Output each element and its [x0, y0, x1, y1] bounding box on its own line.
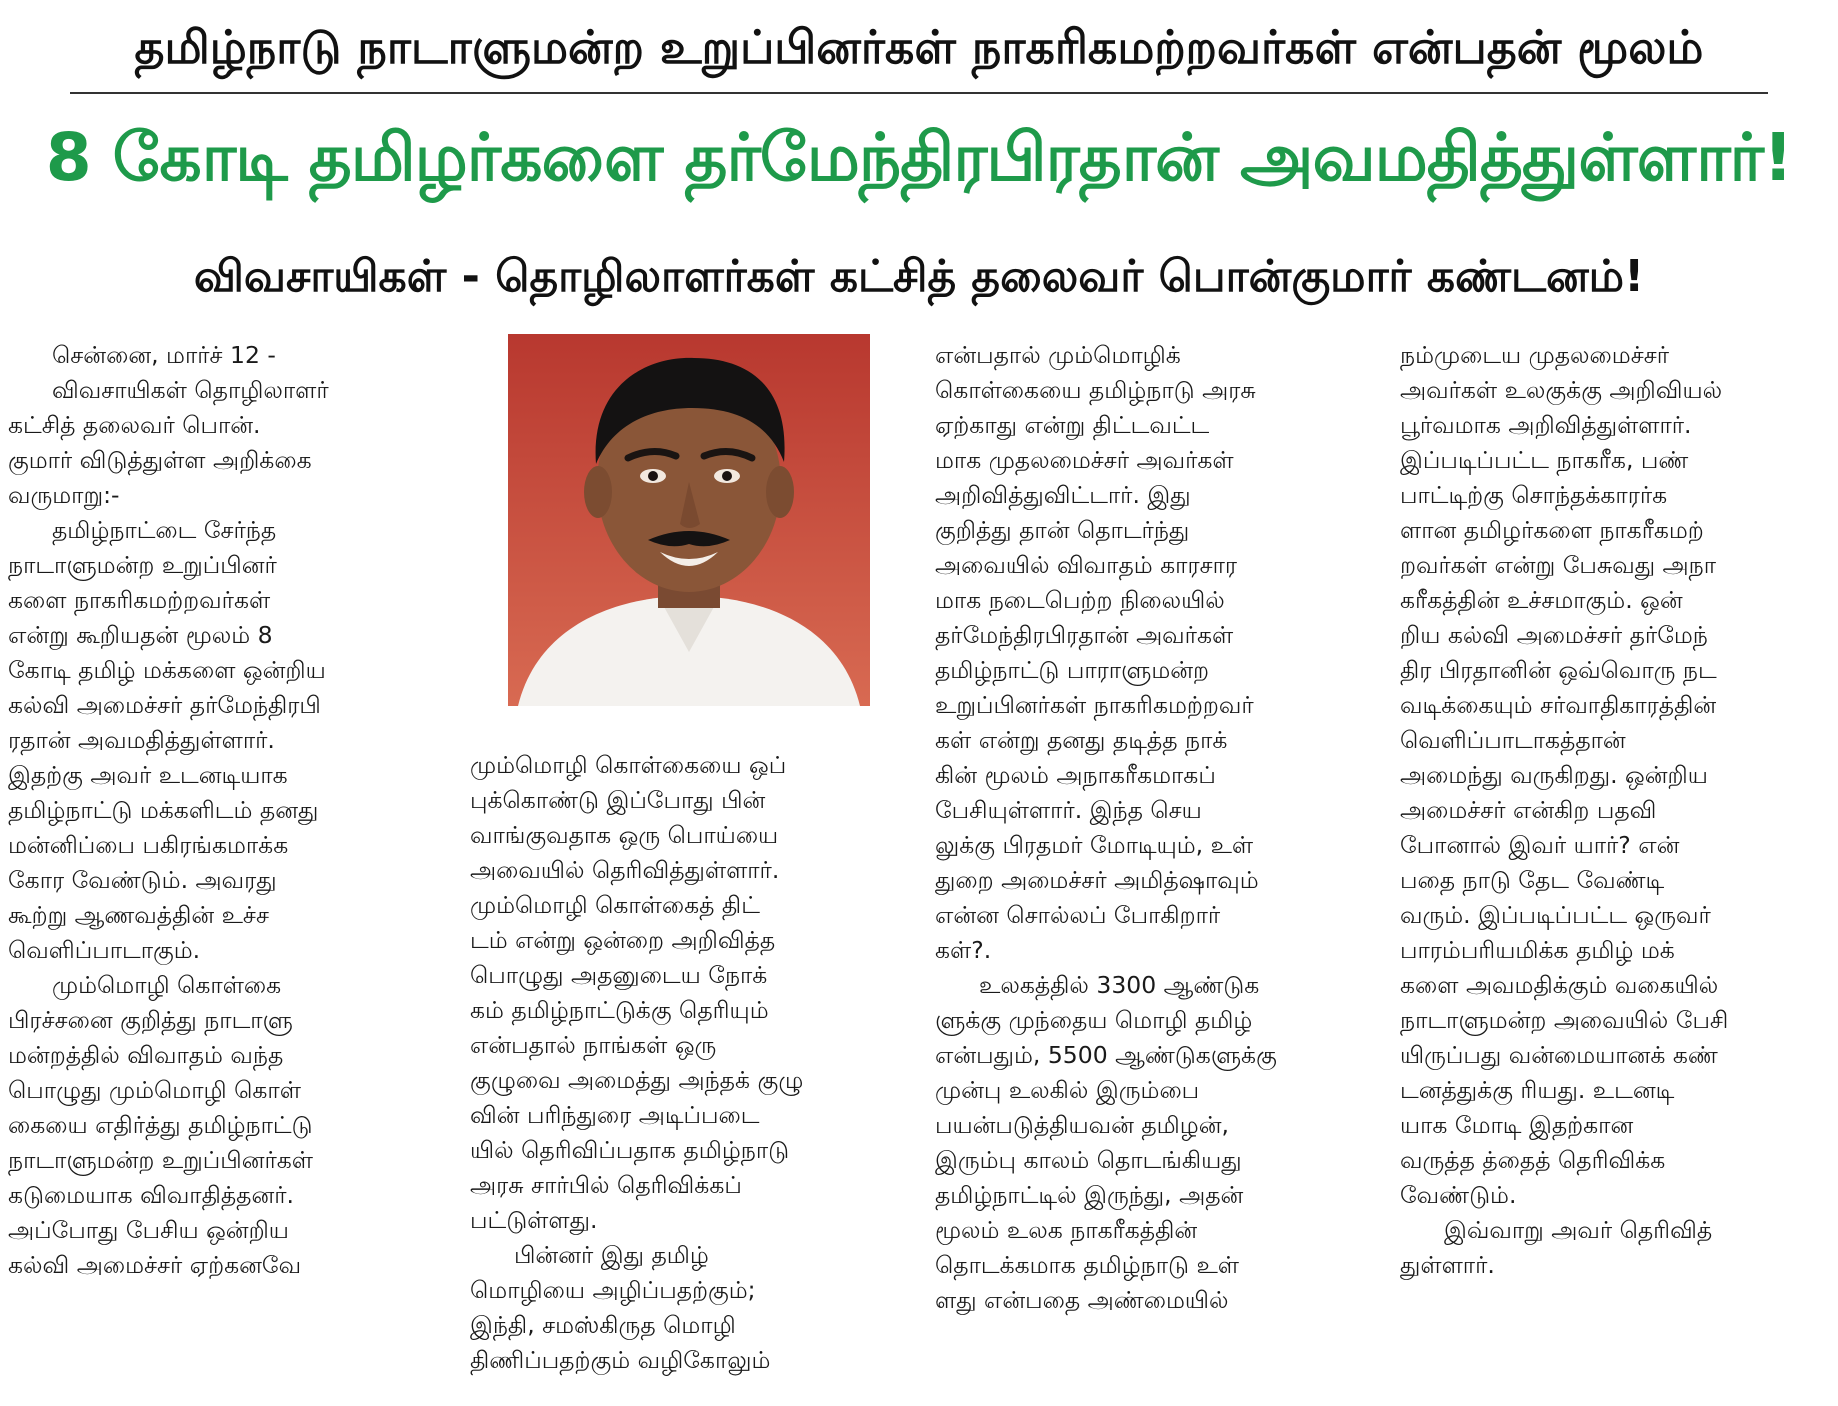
paragraph-line: பேசியுள்ளார். இந்த செய — [935, 796, 1202, 824]
paragraph-line: இரும்பு காலம் தொடங்கியது — [935, 1146, 1242, 1174]
paragraph-line: அரசு சார்பில் தெரிவிக்கப் — [470, 1171, 742, 1199]
paragraph-line: வடிக்கையும் சர்வாதிகாரத்தின் — [1400, 691, 1717, 719]
paragraph-line: றவர்கள் என்று பேசுவது அநா — [1400, 551, 1717, 579]
paragraph-line: வரும். இப்படிப்பட்ட ஒருவர் — [1400, 901, 1711, 929]
paragraph-line: தர்மேந்திரபிரதான் அவர்கள் — [935, 621, 1234, 649]
paragraph-line: கையை எதிர்த்து தமிழ்நாட்டு — [8, 1111, 313, 1139]
paragraph-line: இந்தி, சமஸ்கிருத மொழி — [470, 1311, 736, 1339]
paragraph-line: வெளிப்பாடாகத்தான் — [1400, 726, 1626, 754]
paragraph-line: கின் மூலம் அநாகரீகமாகப் — [935, 761, 1216, 789]
main-headline: 8 கோடி தமிழர்களை தர்மேந்திரபிரதான் அவமதித்துள்ளார்! — [45, 119, 1793, 196]
paragraph-line: மொழியை அழிப்பதற்கும்; — [470, 1276, 756, 1304]
paragraph-line: நம்முடைய முதலமைச்சர் — [1400, 341, 1669, 369]
article-column-4 — [1400, 338, 1830, 1283]
paragraph-line: கம் தமிழ்நாட்டுக்கு தெரியும் — [470, 996, 769, 1024]
portrait-illustration — [508, 334, 870, 706]
paragraph-line: கோடி தமிழ் மக்களை ஒன்றிய — [8, 656, 326, 684]
paragraph-line: இதற்கு அவர் உடனடியாக — [8, 761, 288, 789]
paragraph-line: என்ன சொல்லப் போகிறார் — [935, 901, 1221, 929]
paragraph-line: மும்மொழி கொள்கை — [52, 971, 282, 999]
paragraph-line: ரதான் அவமதித்துள்ளார். — [8, 726, 275, 754]
paragraph-line: குறித்து தான் தொடர்ந்து — [935, 516, 1190, 544]
paragraph-line: பயன்படுத்தியவன் தமிழன், — [935, 1111, 1229, 1139]
paragraph-line: விவசாயிகள் தொழிலாளர் — [52, 376, 329, 404]
paragraph-line: வாங்குவதாக ஒரு பொய்யை — [470, 821, 779, 849]
paragraph-line: மும்மொழி கொள்கையை ஒப் — [470, 751, 787, 779]
paragraph-line: லுக்கு பிரதமர் மோடியும், உள் — [935, 831, 1254, 859]
paragraph-line: கரீகத்தின் உச்சமாகும். ஒன் — [1400, 586, 1683, 614]
paragraph-line: உலகத்தில் 3300 ஆண்டுக — [979, 971, 1260, 999]
paragraph-line: தமிழ்நாட்டு மக்களிடம் தனது — [8, 796, 319, 824]
paragraph-line: கள் என்று தனது தடித்த நாக் — [935, 726, 1228, 754]
sub-headline: விவசாயிகள் - தொழிலாளர்கள் கட்சித் தலைவர் பொன்குமார் கண்டனம்! — [193, 251, 1645, 302]
paragraph-line: மாக நடைபெற்ற நிலையில் — [935, 586, 1225, 614]
paragraph-line: குழுவை அமைத்து அந்தக் குழு — [470, 1066, 804, 1094]
paragraph-line: யாக மோடி இதற்கான — [1400, 1111, 1634, 1139]
paragraph-line: வருமாறு:- — [8, 481, 120, 509]
paragraph-line: அவையில் தெரிவித்துள்ளார். — [470, 856, 780, 884]
paragraph-line: பின்னர் இது தமிழ் — [514, 1241, 709, 1269]
paragraph-line: புக்கொண்டு இப்போது பின் — [470, 786, 766, 814]
paragraph-line: வருத்த த்தைத் தெரிவிக்க — [1400, 1146, 1666, 1174]
paragraph-line: தமிழ்நாட்டில் இருந்து, அதன் — [935, 1181, 1244, 1209]
paragraph-line: பொழுது மும்மொழி கொள் — [8, 1076, 301, 1104]
paragraph-line: கட்சித் தலைவர் பொன். — [8, 411, 261, 439]
article-column-3 — [935, 338, 1375, 1318]
paragraph-line: பதை நாடு தேட வேண்டி — [1400, 866, 1665, 894]
paragraph-line: நாடாளுமன்ற உறுப்பினர் — [8, 551, 277, 579]
paragraph-line: மும்மொழி கொள்கைத் திட் — [470, 891, 760, 919]
paragraph-line: தொடக்கமாக தமிழ்நாடு உள் — [935, 1251, 1240, 1279]
paragraph-line: மூலம் உலக நாகரீகத்தின் — [935, 1216, 1198, 1244]
paragraph-line: டம் என்று ஒன்றை அறிவித்த — [470, 926, 776, 954]
paragraph-line: ளான தமிழர்களை நாகரீகமற் — [1400, 516, 1704, 544]
paragraph-line: போனால் இவர் யார்? என் — [1400, 831, 1680, 859]
paragraph-line: இவ்வாறு அவர் தெரிவித் — [1444, 1216, 1713, 1244]
paragraph-line: றிய கல்வி அமைச்சர் தர்மேந் — [1400, 621, 1708, 649]
paragraph-line: வேண்டும். — [1400, 1181, 1517, 1209]
paragraph-line: யிருப்பது வன்மையானக் கண் — [1400, 1041, 1718, 1069]
paragraph-line: தமிழ்நாட்டை சேர்ந்த — [52, 516, 277, 544]
paragraph-line: மன்றத்தில் விவாதம் வந்த — [8, 1041, 284, 1069]
paragraph-line: அறிவித்துவிட்டார். இது — [935, 481, 1191, 509]
paragraph-line: வின் பரிந்துரை அடிப்படை — [470, 1101, 760, 1129]
paragraph-line: பாரம்பரியமிக்க தமிழ் மக் — [1400, 936, 1675, 964]
paragraph-line: அவையில் விவாதம் காரசார — [935, 551, 1238, 579]
paragraph-line: ளது என்பதை அண்மையில் — [935, 1286, 1229, 1314]
dateline: சென்னை, மார்ச் 12 - — [52, 341, 276, 369]
paragraph-line: கூற்று ஆணவத்தின் உச்ச — [8, 901, 269, 929]
paragraph-line: நாடாளுமன்ற உறுப்பினர்கள் — [8, 1146, 314, 1174]
paragraph-line: முன்பு உலகில் இரும்பை — [935, 1076, 1200, 1104]
paragraph-line: திர பிரதானின் ஒவ்வொரு நட — [1400, 656, 1717, 684]
paragraph-line: தமிழ்நாட்டு பாராளுமன்ற — [935, 656, 1210, 684]
paragraph-line: கல்வி அமைச்சர் ஏற்கனவே — [8, 1251, 302, 1279]
paragraph-line: அமைச்சர் என்கிற பதவி — [1400, 796, 1657, 824]
paragraph-line: அப்போது பேசிய ஒன்றிய — [8, 1216, 289, 1244]
paragraph-line: வெளிப்பாடாகும். — [8, 936, 201, 964]
paragraph-line: கள்?. — [935, 936, 992, 964]
paragraph-line: கல்வி அமைச்சர் தர்மேந்திரபி — [8, 691, 321, 719]
paragraph-line: நாடாளுமன்ற அவையில் பேசி — [1400, 1006, 1729, 1034]
kicker-headline: தமிழ்நாடு நாடாளுமன்ற உறுப்பினர்கள் நாகரிகமற்றவர்கள் என்பதன் மூலம் — [134, 20, 1704, 74]
paragraph-line: மன்னிப்பை பகிரங்கமாக்க — [8, 831, 289, 859]
paragraph-line: டனத்துக்கு ரியது. உடனடி — [1400, 1076, 1675, 1104]
paragraph-line: உறுப்பினர்கள் நாகரிகமற்றவர் — [935, 691, 1254, 719]
kicker-divider — [70, 92, 1768, 94]
paragraph-line: அவர்கள் உலகுக்கு அறிவியல் — [1400, 376, 1723, 404]
paragraph-line: ஏற்காது என்று திட்டவட்ட — [935, 411, 1210, 439]
article-column-2 — [470, 748, 910, 1378]
paragraph-line: களை நாகரிகமற்றவர்கள் — [8, 586, 271, 614]
paragraph-line: யில் தெரிவிப்பதாக தமிழ்நாடு — [470, 1136, 790, 1164]
paragraph-line: அமைந்து வருகிறது. ஒன்றிய — [1400, 761, 1708, 789]
paragraph-line: துறை அமைச்சர் அமித்ஷாவும் — [935, 866, 1259, 894]
paragraph-line: என்பதும், 5500 ஆண்டுகளுக்கு — [935, 1041, 1277, 1069]
paragraph-line: கோர வேண்டும். அவரது — [8, 866, 277, 894]
paragraph-line: பாட்டிற்கு சொந்தக்காரர்க — [1400, 481, 1668, 509]
paragraph-line: பூர்வமாக அறிவித்துள்ளார். — [1400, 411, 1692, 439]
paragraph-line: களை அவமதிக்கும் வகையில் — [1400, 971, 1719, 999]
paragraph-line: ளுக்கு முந்தைய மொழி தமிழ் — [935, 1006, 1253, 1034]
paragraph-line: கொள்கையை தமிழ்நாடு அரசு — [935, 376, 1256, 404]
paragraph-line: குமார் விடுத்துள்ள அறிக்கை — [8, 446, 312, 474]
article-column-1 — [8, 338, 448, 1283]
paragraph-line: கடுமையாக விவாதித்தனர். — [8, 1181, 294, 1209]
paragraph-line: என்பதால் நாங்கள் ஒரு — [470, 1031, 717, 1059]
paragraph-line: பிரச்சனை குறித்து நாடாளு — [8, 1006, 293, 1034]
paragraph-line: மாக முதலமைச்சர் அவர்கள் — [935, 446, 1234, 474]
paragraph-line: இப்படிப்பட்ட நாகரீக, பண் — [1400, 446, 1689, 474]
paragraph-line: துள்ளார். — [1400, 1251, 1495, 1279]
paragraph-line: என்று கூறியதன் மூலம் 8 — [8, 621, 273, 649]
portrait-photo — [508, 334, 870, 706]
paragraph-line: பொழுது அதனுடைய நோக் — [470, 961, 768, 989]
paragraph-line: திணிப்பதற்கும் வழிகோலும் — [470, 1346, 771, 1374]
paragraph-line: பட்டுள்ளது. — [470, 1206, 598, 1234]
paragraph-line: என்பதால் மும்மொழிக் — [935, 341, 1181, 369]
